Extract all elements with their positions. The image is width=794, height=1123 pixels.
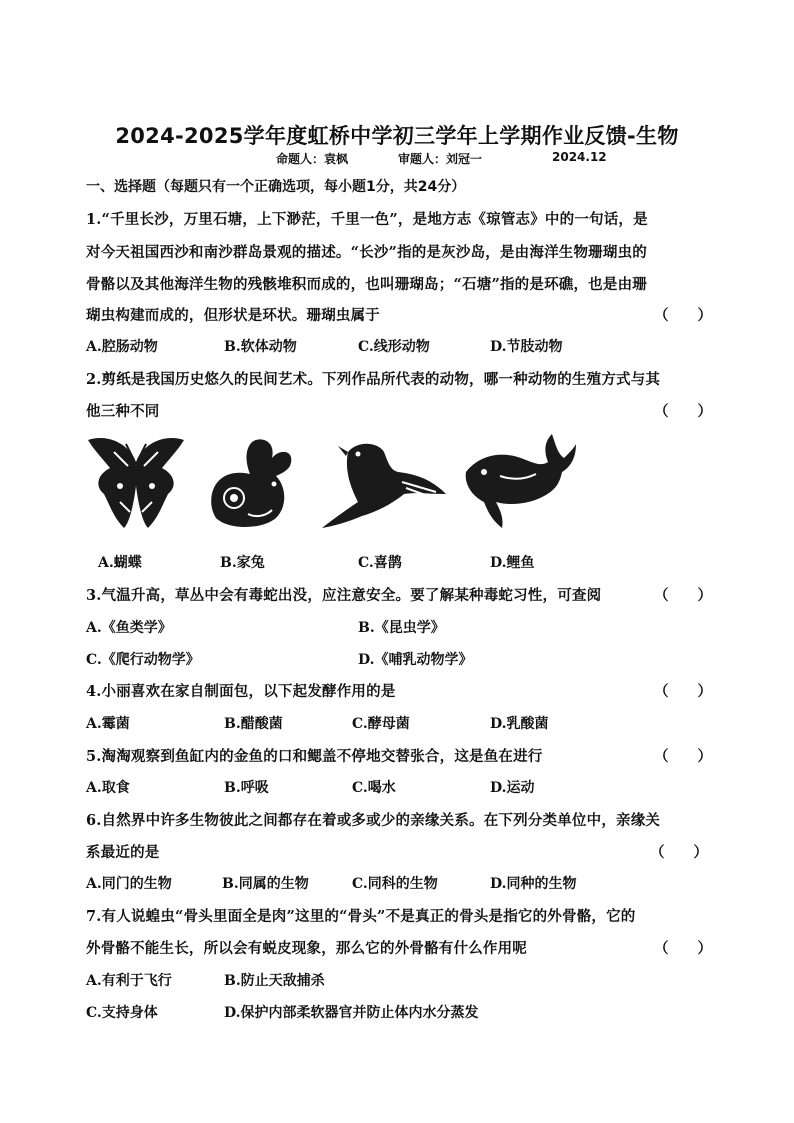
question-4-option-c: C.酵母菌 [352,716,410,732]
question-5-line-1: 5.淘淘观察到鱼缸内的金鱼的口和鳃盖不停地交替张合，这是鱼在进行 [86,748,543,765]
carp-papercut-icon [460,432,578,532]
question-6-option-d: D.同种的生物 [490,876,577,892]
section-heading: 一、选择题（每题只有一个正确选项，每小题1分，共24分） [86,179,466,195]
question-4-line-1: 4.小丽喜欢在家自制面包，以下起发酵作用的是 [86,683,396,700]
question-1-option-c: C.线形动物 [358,339,430,355]
question-4-option-d: D.乳酸菌 [490,716,549,732]
question-6-option-c: C.同科的生物 [352,876,438,892]
question-3-line-1: 3.气温升高，草丛中会有毒蛇出没，应注意安全。要了解某种毒蛇习性，可查阅 [86,587,602,604]
answer-blank-4: （ ） [654,683,712,700]
magpie-papercut-icon [318,432,448,532]
reviewer-label: 审题人：刘冠一 [398,152,483,166]
question-6-option-a: A.同门的生物 [86,876,172,892]
question-4-option-b: B.醋酸菌 [224,716,283,732]
answer-blank-6: （ ） [650,844,708,861]
question-7-option-d: D.保护内部柔软器官并防止体内水分蒸发 [224,1005,479,1021]
question-1-line-2: 对今天祖国西沙和南沙群岛景观的描述。“长沙”指的是灰沙岛，是由海洋生物珊瑚虫的 [86,244,647,261]
question-6-line-2: 系最近的是 [86,844,160,861]
question-3-option-d: D.《哺乳动物学》 [358,652,473,668]
question-7-option-c: C.支持身体 [86,1005,158,1021]
author-label: 命题人：袁枫 [276,152,349,166]
answer-blank-1: （ ） [654,307,712,324]
question-3-option-a: A.《鱼类学》 [86,620,172,636]
question-4-option-a: A.霉菌 [86,716,130,732]
butterfly-papercut-icon [84,432,188,532]
question-5-option-a: A.取食 [86,780,130,796]
question-2-option-c: C.喜鹊 [358,555,402,571]
question-6-option-b: B.同属的生物 [222,876,309,892]
question-2-line-1: 2.剪纸是我国历史悠久的民间艺术。下列作品所代表的动物，哪一种动物的生殖方式与其 [86,371,661,388]
answer-blank-3: （ ） [654,587,712,604]
page-title: 2024-2025学年度虹桥中学初三学年上学期作业反馈-生物 [115,124,679,148]
question-7-line-2: 外骨骼不能生长，所以会有蜕皮现象，那么它的外骨骼有什么作用呢 [86,940,527,957]
question-2-option-d: D.鲤鱼 [490,555,535,571]
question-7-option-a: A.有利于飞行 [86,973,172,989]
question-5-option-d: D.运动 [490,780,535,796]
question-3-option-b: B.《昆虫学》 [358,620,445,636]
question-7-option-b: B.防止天敌捕杀 [224,973,325,989]
answer-blank-5: （ ） [654,748,712,765]
question-5-option-b: B.呼吸 [224,780,269,796]
question-2-line-2: 他三种不同 [86,403,160,420]
question-6-line-1: 6.自然界中许多生物彼此之间都存在着或多或少的亲缘关系。在下列分类单位中，亲缘关 [86,812,661,829]
question-1-line-3: 骨骼以及其他海洋生物的残骸堆积而成的，也叫珊瑚岛；“石塘”指的是环礁，也是由珊 [86,276,647,293]
question-1-line-1: 1.“千里长沙，万里石塘，上下渺茫，千里一色”，是地方志《琼管志》中的一句话，是 [86,211,648,228]
answer-blank-2: （ ） [654,403,712,420]
question-7-line-1: 7.有人说蝗虫“骨头里面全是肉”这里的“骨头”不是真正的骨头是指它的外骨骼，它的 [86,908,636,925]
question-3-option-c: C.《爬行动物学》 [86,652,200,668]
question-5-option-c: C.喝水 [352,780,396,796]
question-1-line-4: 瑚虫构建而成的，但形状是环状。珊瑚虫属于 [86,307,380,324]
question-1-option-b: B.软体动物 [224,339,297,355]
rabbit-papercut-icon [206,432,312,532]
question-1-option-d: D.节肢动物 [490,339,563,355]
question-2-option-a: A.蝴蝶 [98,555,142,571]
question-2-option-b: B.家兔 [220,555,265,571]
question-1-option-a: A.腔肠动物 [86,339,158,355]
exam-date: 2024.12 [552,150,607,164]
answer-blank-7: （ ） [654,940,712,957]
